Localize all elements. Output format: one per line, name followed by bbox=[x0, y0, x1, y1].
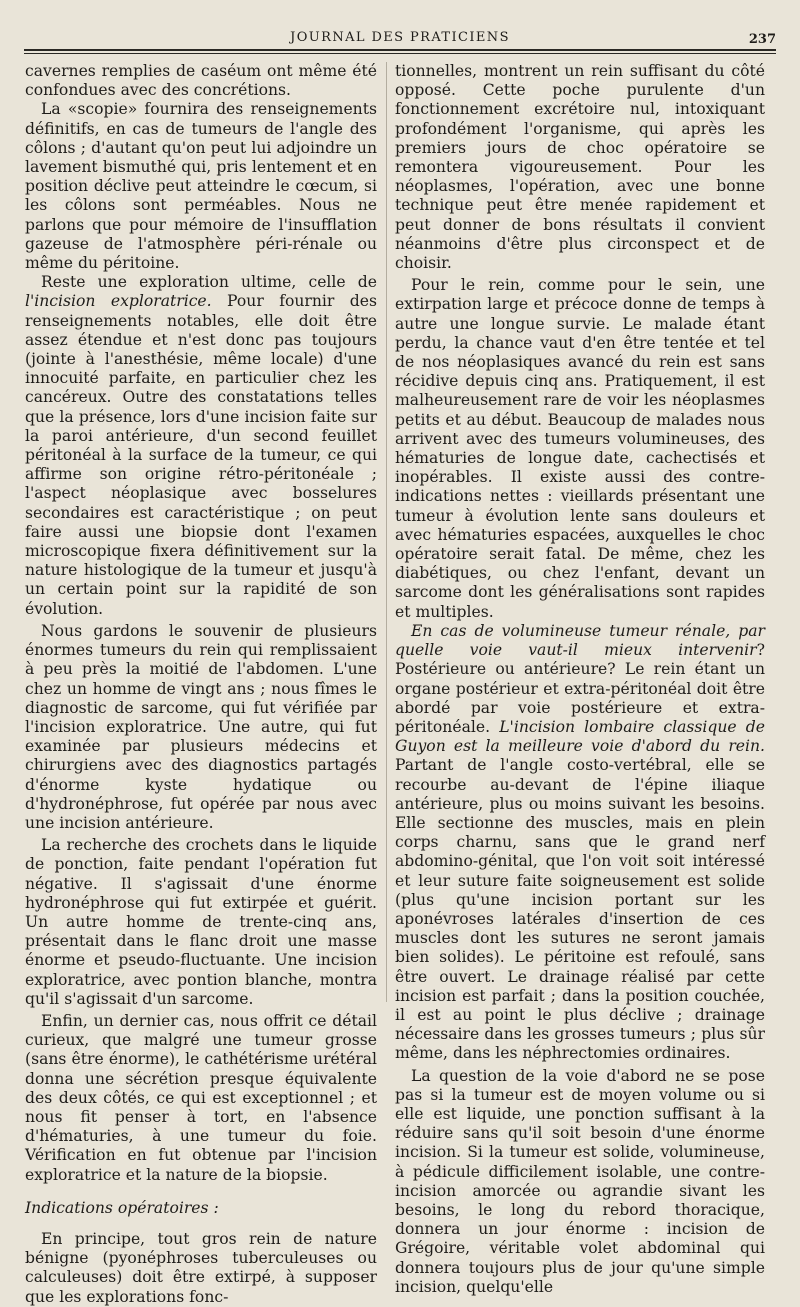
header-rule-thin bbox=[24, 53, 776, 54]
paragraph: Enfin, un dernier cas, nous offrit ce détail curieux, que malgré une tumeur grosse (sans être énorme), le cathétérisme urétéral donna une sécrétion presque équivalente des deux côtés, ce qui est exceptionnel ; et nous fit penser à tort, en l'absence d'hématuries, à une tumeur du foie. Vérification en fut obtenue par l'incision exploratrice et la nature de la biopsie. bbox=[25, 1011, 377, 1184]
paragraph bbox=[395, 622, 765, 1064]
paragraph: Pour le rein, comme pour le sein, une extirpation large et précoce donne de temps à autre une longue survie. Le malade étant perdu, la chance vaut d'en être tentée et tel de nos néoplasiques avancé du rein est sans récidive depuis cinq ans. Pratiquement, il est malheureusement rare de voir les néoplasmes petits et au début. Beaucoup de malades nous arrivent avec des tumeurs volumineuses, des hématuries de longue date, cachectisés et inopérables. Il existe aussi des contre-indications nettes : vieillards présentant une tumeur à évolution lente sans douleurs et avec hématuries espacées, auxquelles le choc opératoire serait fatal. De même, chez les diabétiques, ou chez l'enfant, devant un sarcome dont les généralisations sont rapides et multiples. bbox=[395, 276, 765, 621]
paragraph: La question de la voie d'abord ne se pose pas si la tumeur est de moyen volume ou si elle est liquide, une ponction suffisant à la réduire sans qu'il soit besoin d'une énorme incision. Si la tumeur est solide, volumineuse, à pédicule difficilement isolable, une contre-incision amorcée ou agrandie sivant les besoins, le long du rebord thoracique, donnera un jour énorme : incision de Grégoire, véritable volet abdominal qui donnera toujours plus de jour qu'une simple incision, quelqu'elle bbox=[395, 1066, 765, 1296]
emphasis-text: l'incision exploratrice. bbox=[25, 292, 212, 311]
running-title: JOURNAL DES PRATICIENS bbox=[290, 30, 510, 45]
page-number: 237 bbox=[748, 32, 776, 47]
paragraph-text: Pour fournir des renseignements notables, elle doit être assez étendue et n'est donc pas toujours (jointe à l'anesthésie, même locale) d'une innocuité parfaite, en particulier chez les cancéreux. Outre des constatations telles que la présence, lors d'une incision faite sur la paroi antérieure, d'un second feuillet péritonéal à la surface de la tumeur, ce qui affirme son origine rétro-péritonéale ; l'aspect néoplasique avec bosselures secondaires est caractéristique ; on peut faire aussi une biopsie dont l'examen microscopique fixera définitivement sur la nature histologique de la tumeur et jusqu'à un certain point sur la rapidité de son évolution. bbox=[25, 292, 377, 618]
page-header bbox=[24, 30, 776, 50]
paragraph-text: ? Postérieure ou antérieure? Le rein étant un organe postérieur et extra-péritonéal doit être abordé par voie postérieure et extra-péritonéale. bbox=[395, 641, 765, 736]
column-divider bbox=[386, 62, 387, 1002]
paragraph bbox=[25, 273, 377, 619]
paragraph: Nous gardons le souvenir de plusieurs énormes tumeurs du rein qui remplissaient à peu près la moitié de l'abdomen. L'une chez un homme de vingt ans ; nous fîmes le diagnostic de sarcome, qui fut vérifiée par l'incision exploratrice. Une autre, qui fut examinée par plusieurs médecins et chirurgiens avec des diagnostics partagés d'énorme kyste hydatique ou d'hydronéphrose, fut opérée par nous avec une incision antérieure. bbox=[25, 621, 377, 832]
paragraph-text: Reste une exploration ultime, celle de bbox=[41, 273, 377, 292]
paragraph: En principe, tout gros rein de nature bénigne (pyonéphroses tuberculeuses ou calculeuses) doit être extirpé, à supposer que les explorations fonc- bbox=[25, 1229, 377, 1306]
right-column bbox=[395, 62, 765, 1297]
paragraph: La «scopie» fournira des renseignements définitifs, en cas de tumeurs de l'angle des côlons ; d'autant qu'on peut lui adjoindre un lavement bismuthé qui, pris lentement et en position déclive peut atteindre le cœcum, si les côlons sont perméables. Nous ne parlons que pour mémoire de l'insufflation gazeuse de l'atmosphère péri-rénale ou même du péritoine. bbox=[25, 100, 377, 273]
paragraph: cavernes remplies de caséum ont même été confondues avec des concrétions. bbox=[25, 62, 377, 100]
emphasis-text: L'incision lombaire classique de Guyon est la meilleure voie d'abord du rein. bbox=[395, 717, 765, 756]
emphasis-text: En cas de volumineuse tumeur rénale, par quelle voie vaut-il mieux intervenir bbox=[395, 621, 765, 660]
paragraph-text: Partant de l'angle costo-vertébral, elle se recourbe au-devant de l'épine iliaque antérieure, plus ou moins suivant les besoins. Elle sectionne des muscles, mais en plein corps charnu, sans que le grand nerf abdomino-génital, que l'on voit soit intéressé et leur suture faite soigneusement est solide (plus qu'une incision portant sur les aponévroses latérales d'insertion de ces muscles dont les sutures ne seront jamais bien solides). Le péritoine est refoulé, sans être ouvert. Le drainage réalisé par cette incision est parfait ; dans la position couchée, il est au point le plus déclive ; drainage nécessaire dans les grosses tumeurs ; plus sûr même, dans les néphrectomies ordinaires. bbox=[395, 756, 765, 1063]
header-rule-thick bbox=[24, 49, 776, 51]
left-column bbox=[25, 62, 377, 1307]
paragraph: tionnelles, montrent un rein suffisant du côté opposé. Cette poche purulente d'un fonctionnement excrétoire nul, intoxiquant profondément l'organisme, qui après les premiers jours de choc opératoire se remontera vigoureusement. Pour les néoplasmes, l'opération, avec une bonne technique peut être menée rapidement et peut donner de bons résultats il convient néanmoins d'être plus circonspect et de choisir. bbox=[395, 62, 765, 273]
section-heading: Indications opératoires : bbox=[25, 1198, 219, 1217]
paragraph: La recherche des crochets dans le liquide de ponction, faite pendant l'opération fut négative. Il s'agissait d'une énorme hydronéphrose qui fut extirpée et guérit. Un autre homme de trente-cinq ans, présentait dans le flanc droit une masse énorme et pseudo-fluctuante. Une incision exploratrice, avec pontion blanche, montra qu'il s'agissait d'un sarcome. bbox=[25, 836, 377, 1008]
